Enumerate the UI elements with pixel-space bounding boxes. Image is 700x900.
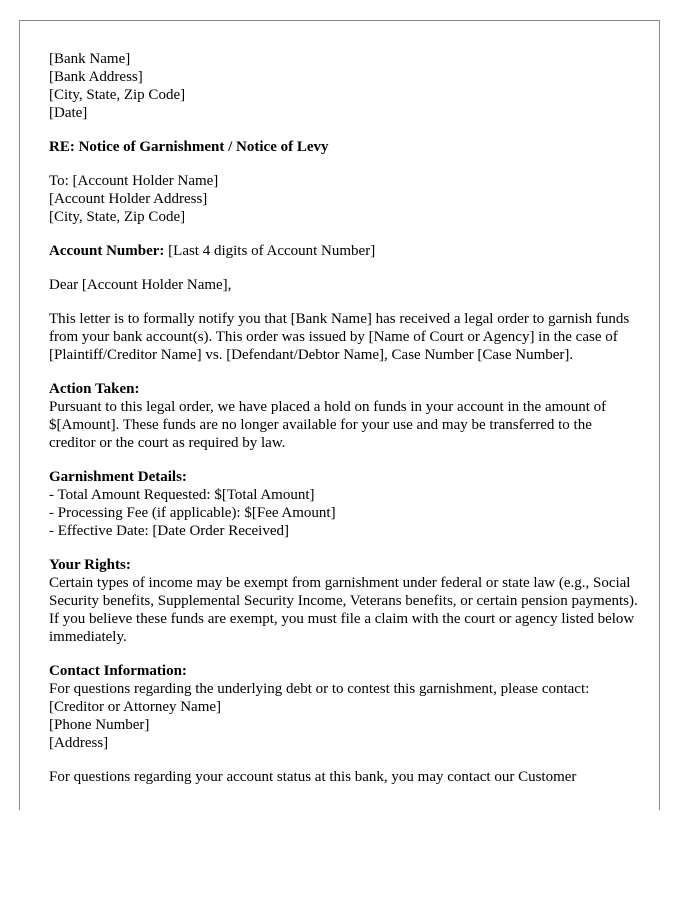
action-taken-section [49, 380, 639, 452]
contact-line: [Phone Number] [49, 717, 150, 733]
recipient-address: [Account Holder Address] [49, 191, 208, 207]
action-taken-heading: Action Taken: [49, 381, 140, 397]
sender-bank-address: [Bank Address] [49, 69, 143, 85]
action-taken-text: Pursuant to this legal order, we have placed a hold on funds in your account in the amount of $[Amount]. These funds are no longer available for your use and may be transferred to the creditor or the court as required by law. [49, 399, 607, 451]
account-number-value: [Last 4 digits of Account Number] [164, 243, 376, 259]
recipient-name: To: [Account Holder Name] [49, 173, 219, 189]
account-number-line [49, 242, 639, 260]
contact-information-heading: Contact Information: [49, 663, 187, 679]
recipient-city-state-zip: [City, State, Zip Code] [49, 209, 186, 225]
garnishment-detail-item: - Effective Date: [Date Order Received] [49, 523, 290, 539]
contact-information-text: For questions regarding the underlying debt or to contest this garnishment, please contact: [49, 681, 590, 697]
your-rights-text: Certain types of income may be exempt from garnishment under federal or state law (e.g., Social Security benefits, Supplemental Security Income, Veterans benefits, or certain pension payments). If you believe these funds are exempt, you must file a claim with the court or agency listed below immediately. [49, 575, 638, 645]
sender-bank-name: [Bank Name] [49, 51, 131, 67]
letter-content [49, 50, 639, 802]
sender-city-state-zip: [City, State, Zip Code] [49, 87, 186, 103]
contact-line: [Address] [49, 735, 109, 751]
contact-information-section [49, 662, 639, 752]
subject-line: RE: Notice of Garnishment / Notice of Levy [49, 139, 329, 155]
garnishment-details-section [49, 468, 639, 540]
closing-paragraph: For questions regarding your account status at this bank, you may contact our Customer [49, 769, 577, 785]
recipient-block [49, 172, 639, 226]
contact-line: [Creditor or Attorney Name] [49, 699, 222, 715]
letter-page [19, 20, 660, 810]
intro-paragraph: This letter is to formally notify you that [Bank Name] has received a legal order to garnish funds from your bank account(s). This order was issued by [Name of Court or Agency] in the case of [Plaintiff/Creditor Name] vs. [Defendant/Debtor Name], Case Number [Case Number]. [49, 311, 630, 363]
letter-date: [Date] [49, 105, 88, 121]
sender-block [49, 50, 639, 122]
your-rights-section [49, 556, 639, 646]
your-rights-heading: Your Rights: [49, 557, 131, 573]
garnishment-details-heading: Garnishment Details: [49, 469, 187, 485]
garnishment-detail-item: - Processing Fee (if applicable): $[Fee Amount] [49, 505, 336, 521]
garnishment-detail-item: - Total Amount Requested: $[Total Amount] [49, 487, 315, 503]
account-number-label: Account Number: [49, 243, 165, 259]
salutation: Dear [Account Holder Name], [49, 277, 232, 293]
